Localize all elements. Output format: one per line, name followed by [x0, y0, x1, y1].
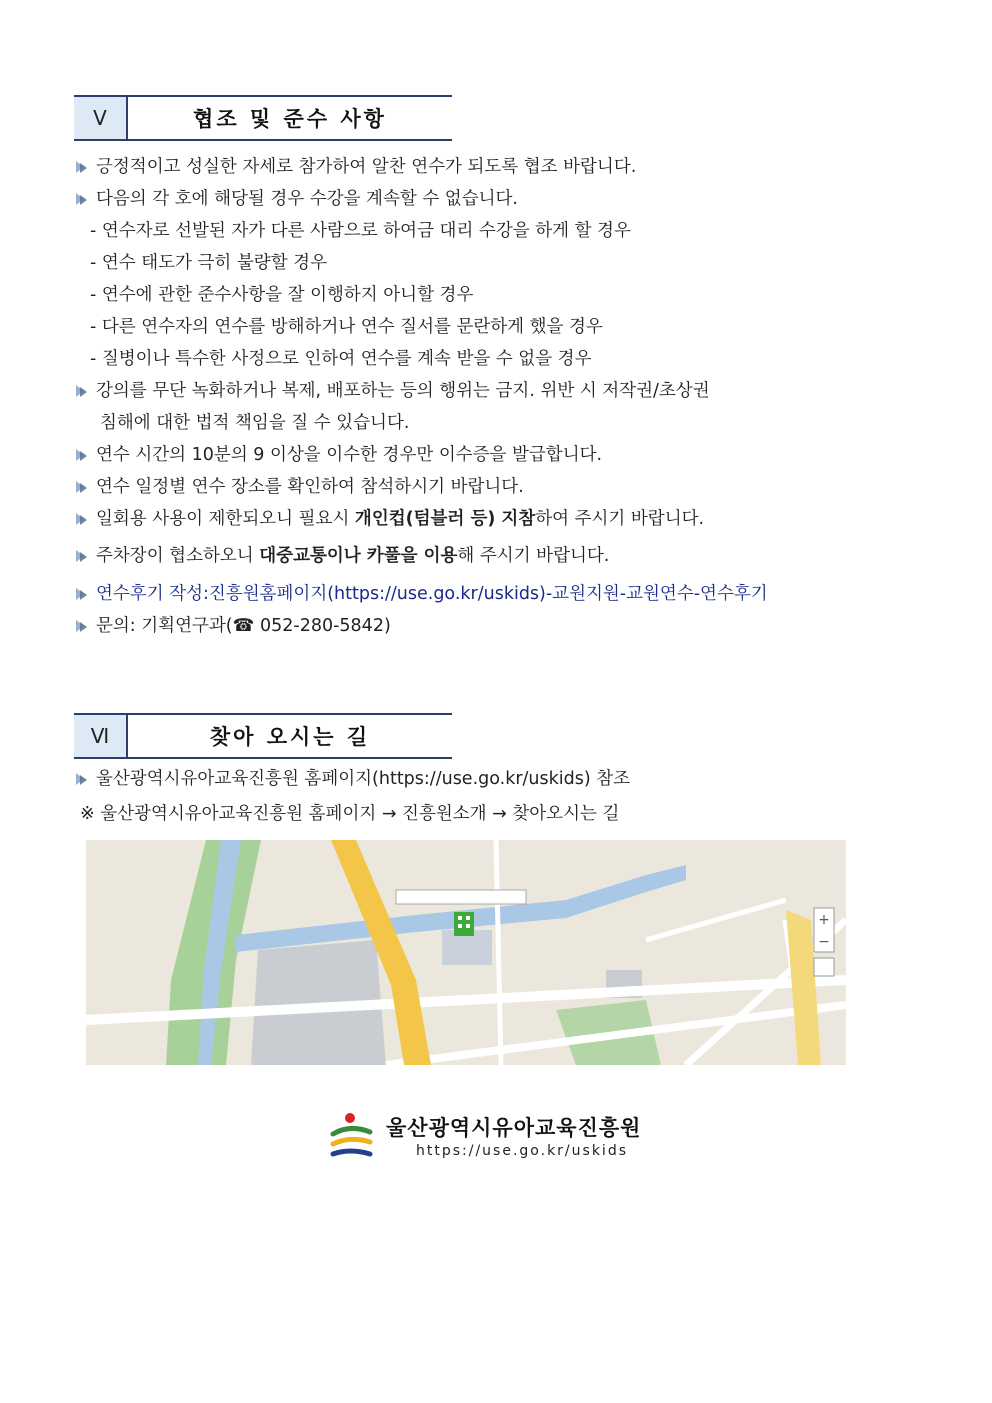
list-item-continuation: 침해에 대한 법적 책임을 질 수 있습니다.: [100, 413, 410, 433]
list-item-contact: 문의: 기획연구과(☎ 052-280-5842): [74, 615, 391, 637]
org-name: 울산광역시유아교육진흥원: [386, 1116, 642, 1140]
sub-item: - 다른 연수자의 연수를 방해하거나 연수 질서를 문란하게 했을 경우: [90, 317, 603, 337]
section-v-number: V: [74, 97, 128, 139]
list-item: 주차장이 협소하오니 대중교통이나 카풀을 이용해 주시기 바랍니다.: [74, 545, 609, 567]
bullet-icon: [74, 771, 90, 787]
svg-text:−: −: [818, 934, 830, 950]
list-item-homepage: 울산광역시유아교육진흥원 홈페이지(https://use.go.kr/uskids) 참조: [74, 768, 630, 790]
section-vi-number: Ⅵ: [74, 715, 128, 757]
section-v-title: 협조 및 준수 사항: [193, 107, 387, 131]
org-emblem-icon: [328, 1110, 378, 1166]
bullet-icon: [74, 447, 90, 463]
bullet-icon: [74, 511, 90, 527]
map-graphic: [86, 840, 846, 1065]
sub-item: - 연수 태도가 극히 불량할 경우: [90, 253, 327, 273]
emphasis-text: 대중교통이나 카풀을 이용: [259, 546, 458, 566]
directions-note: ※ 울산광역시유아교육진흥원 홈페이지 → 진흥원소개 → 찾아오시는 길: [80, 804, 620, 824]
bullet-icon: [74, 548, 90, 564]
list-item: 일회용 사용이 제한되오니 필요시 개인컵(텀블러 등) 지참하여 주시기 바랍니다.: [74, 508, 704, 530]
org-url[interactable]: https://use.go.kr/uskids: [416, 1143, 628, 1159]
sub-item: - 질병이나 특수한 사정으로 인하여 연수를 계속 받을 수 없을 경우: [90, 349, 592, 369]
list-item: 다음의 각 호에 해당될 경우 수강을 계속할 수 없습니다.: [74, 188, 518, 210]
bullet-icon: [74, 479, 90, 495]
bullet-icon: [74, 191, 90, 207]
list-item: 긍정적이고 성실한 자세로 참가하여 알찬 연수가 되도록 협조 바랍니다.: [74, 156, 636, 178]
list-item: 연수 시간의 10분의 9 이상을 이수한 경우만 이수증을 발급합니다.: [74, 444, 602, 466]
bullet-icon: [74, 618, 90, 634]
sub-item: - 연수자로 선발된 자가 다른 사람으로 하여금 대리 수강을 하게 할 경우: [90, 221, 631, 241]
list-item: 연수 일정별 연수 장소를 확인하여 참석하시기 바랍니다.: [74, 476, 524, 498]
bullet-icon: [74, 159, 90, 175]
list-item-review-link[interactable]: 연수후기 작성:진흥원홈페이지(https://use.go.kr/uskids)-교원지원-교원연수-연수후기: [74, 583, 768, 605]
svg-text:+: +: [818, 912, 830, 928]
list-item: 강의를 무단 녹화하거나 복제, 배포하는 등의 행위는 금지. 위반 시 저작권/초상권: [74, 380, 710, 402]
section-v-header: [74, 95, 452, 141]
bullet-icon: [74, 586, 90, 602]
bullet-icon: [74, 383, 90, 399]
emphasis-text: 개인컵(텀블러 등) 지참: [354, 509, 536, 529]
sub-item: - 연수에 관한 준수사항을 잘 이행하지 아니할 경우: [90, 285, 474, 305]
location-map[interactable]: [86, 840, 846, 1065]
section-vi-title: 찾아 오시는 길: [209, 725, 371, 749]
section-vi-header: [74, 713, 452, 759]
org-logo: [328, 1108, 688, 1168]
